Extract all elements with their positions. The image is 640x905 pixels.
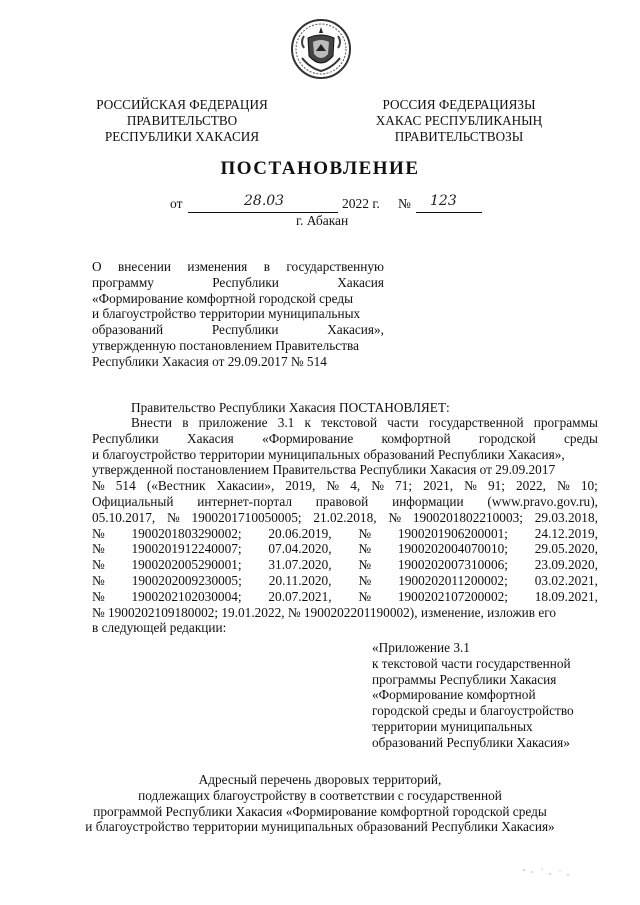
word: №: [326, 478, 340, 494]
appendix-line: «Приложение 3.1: [372, 640, 470, 655]
word: 2019,: [285, 478, 316, 494]
body-line: [92, 526, 598, 542]
appendix-line: территории муниципальных: [372, 718, 533, 734]
word: образований: [92, 322, 164, 338]
header-left-line: ПРАВИТЕЛЬСТВО: [126, 113, 238, 128]
word: 91;: [487, 478, 505, 494]
word: программы: [533, 415, 598, 430]
number-handwritten: 123: [430, 193, 457, 209]
body-line: [92, 605, 598, 621]
word: части: [387, 415, 419, 430]
word: приложение: [198, 415, 268, 430]
word: 1900201710050005;: [191, 509, 302, 525]
word: 1900201803290002;: [131, 525, 242, 541]
scan-marks: [520, 866, 580, 878]
word: № 1900202109180002; 19.01.2022, № 1900202201190002), изменение, изложив его: [92, 604, 557, 620]
appendix-line: программы Республики Хакасия: [372, 671, 557, 687]
subject-line: «Формирование комфортной городской среды: [92, 290, 354, 306]
body-line: [92, 557, 598, 573]
word: 1900201906200001;: [397, 525, 508, 541]
word: 1900202004070010;: [397, 541, 508, 557]
word: Хакасия»,: [327, 322, 384, 338]
word: к: [304, 415, 311, 430]
word: 3.1: [277, 415, 295, 430]
word: 2021,: [423, 478, 454, 494]
coat-of-arms-icon: [290, 18, 352, 80]
word: №: [388, 509, 402, 525]
word: правовой: [315, 493, 369, 509]
word: №: [358, 541, 372, 557]
word: 1900201912240007;: [131, 541, 242, 557]
word: Республики: [212, 274, 279, 290]
word: 2022,: [516, 478, 546, 494]
body-line: [92, 447, 598, 463]
word: внесении: [118, 259, 171, 274]
city-name: г. Абакан: [296, 213, 349, 228]
word: 71;: [395, 478, 413, 494]
body-line: [92, 510, 598, 526]
header-right-line: ПРАВИТЕЛЬСТВОЗЫ: [394, 129, 524, 144]
word: Хакасия: [186, 430, 234, 446]
word: государственную: [286, 259, 384, 274]
list-title: [0, 772, 640, 835]
word: 1900202107200002;: [397, 588, 508, 604]
word: «Формирование: [262, 430, 354, 446]
appendix-line: «Формирование комфортной: [372, 687, 536, 703]
word: информации: [392, 493, 464, 509]
word: №: [464, 478, 477, 494]
subject-block: [92, 259, 384, 370]
word: 10;: [580, 478, 598, 494]
word: 4,: [350, 478, 361, 494]
word: 29.05.2020,: [534, 541, 598, 557]
header-left-line: РЕСПУБЛИКИ ХАКАСИЯ: [104, 129, 260, 144]
word: в: [182, 415, 189, 430]
word: Хакасия: [337, 274, 384, 290]
word: №: [92, 572, 105, 588]
word: №: [358, 525, 372, 541]
word: 29.03.2018,: [534, 509, 598, 525]
body-line: [92, 462, 598, 478]
word: государственной: [428, 415, 524, 430]
word: 1900202009230005;: [131, 572, 242, 588]
word: 20.11.2020,: [268, 572, 332, 588]
word: Официальный: [92, 493, 174, 509]
word: в следующей редакции:: [92, 620, 227, 636]
word: в: [263, 259, 270, 274]
number-label: №: [398, 196, 411, 211]
word: 1900201802210003;: [412, 509, 523, 525]
word: Внести: [131, 415, 173, 430]
word: №: [371, 478, 384, 494]
word: программу: [92, 274, 154, 290]
subject-line: Республики Хакасия от 29.09.2017 № 514: [92, 353, 327, 369]
word: 514: [115, 478, 136, 494]
word: Хакасии»,: [216, 478, 275, 494]
word: О: [92, 259, 102, 274]
word: 1900202005290001;: [131, 557, 242, 573]
word: 24.12.2019,: [534, 525, 598, 541]
word: городской: [478, 430, 536, 446]
body-line: [92, 620, 598, 636]
word: №: [92, 541, 105, 557]
body-line: [92, 431, 598, 447]
list-title-line: программой Республики Хакасия «Формирование комфортной городской среды: [93, 803, 547, 819]
header-right-line: ХАКАС РЕСПУБЛИКАНЫҢ: [375, 113, 543, 128]
word: №: [166, 509, 180, 525]
word: («Вестник: [146, 478, 206, 494]
word: 1900202102030004;: [131, 588, 242, 604]
word: утвержденной постановлением Правительства Республики Хакасия от 29.09.2017: [92, 462, 556, 478]
word: комфортной: [381, 430, 451, 446]
header-right: [354, 97, 564, 145]
list-title-line: и благоустройство территории муниципальных образований Республики Хакасия»: [85, 819, 555, 835]
appendix-heading: [372, 640, 602, 751]
header-left-line: РОССИЙСКАЯ ФЕДЕРАЦИЯ: [96, 97, 268, 112]
word: 23.09.2020,: [534, 557, 598, 573]
word: Республики: [92, 430, 159, 446]
date-from-label: от: [170, 196, 183, 211]
word: Республики: [211, 322, 279, 338]
word: 31.07.2020,: [268, 557, 332, 573]
word: 20.06.2019,: [268, 525, 332, 541]
subject-line: [92, 322, 384, 338]
number-underline: [416, 212, 482, 213]
appendix-line: к текстовой части государственной: [372, 655, 571, 671]
body-block: [92, 415, 598, 636]
word: №: [358, 588, 372, 604]
body-line: [92, 541, 598, 557]
word: №: [92, 588, 105, 604]
body-line: [92, 589, 598, 605]
body-line: [92, 494, 598, 510]
body-line: [92, 573, 598, 589]
document-title: ПОСТАНОВЛЕНИЕ: [220, 158, 420, 179]
word: интернет-портал: [197, 493, 292, 509]
word: №: [92, 557, 105, 573]
list-title-line: подлежащих благоустройству в соответствии с государственной: [138, 787, 502, 803]
word: №: [92, 525, 105, 541]
body-line: [92, 415, 598, 431]
list-title-line: Адресный перечень дворовых территорий,: [198, 772, 442, 787]
word: изменения: [187, 259, 248, 274]
subject-line: и благоустройство территории муниципальных: [92, 306, 361, 322]
word: 05.10.2017,: [92, 509, 156, 525]
date-year: 2022 г.: [342, 196, 380, 211]
word: 20.07.2021,: [268, 588, 332, 604]
word: 07.04.2020,: [268, 541, 332, 557]
word: 03.02.2021,: [534, 572, 598, 588]
header-left: [84, 97, 280, 145]
word: 1900202007310006;: [397, 557, 508, 573]
word: №: [358, 572, 372, 588]
word: и благоустройство территории муниципальных образований Республики Хакасия»,: [92, 446, 565, 462]
date-handwritten: 28.03: [244, 193, 285, 209]
intro-line: Правительство Республики Хакасия ПОСТАНОВЛЯЕТ:: [131, 400, 450, 415]
appendix-line: городской среды и благоустройство: [372, 703, 574, 719]
body-line: [92, 478, 598, 494]
word: 18.09.2021,: [534, 588, 598, 604]
word: (www.pravo.gov.ru),: [487, 493, 598, 509]
word: №: [92, 478, 105, 494]
subject-line: [92, 259, 384, 275]
word: №: [358, 557, 372, 573]
header-right-line: РОССИЯ ФЕДЕРАЦИЯЗЫ: [382, 97, 536, 112]
word: 21.02.2018,: [313, 509, 377, 525]
word: 1900202011200002;: [398, 572, 508, 588]
subject-line: [92, 275, 384, 291]
word: №: [557, 478, 570, 494]
subject-line: утвержденную постановлением Правительства: [92, 337, 360, 353]
appendix-line: образований Республики Хакасия»: [372, 734, 570, 750]
word: среды: [564, 430, 598, 446]
word: текстовой: [321, 415, 378, 430]
